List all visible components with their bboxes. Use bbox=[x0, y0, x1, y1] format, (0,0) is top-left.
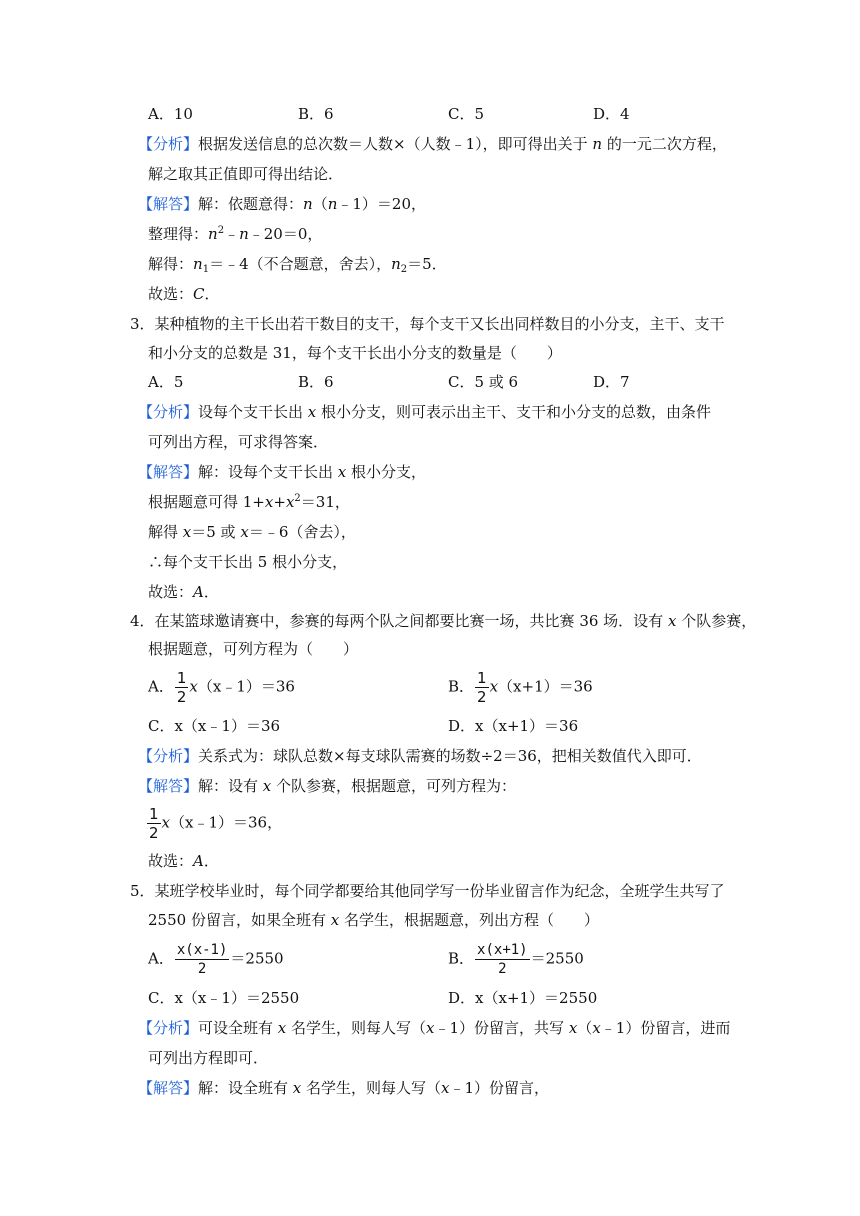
var: x bbox=[277, 1019, 287, 1037]
q2-answer-lead: 解：依题意得： bbox=[198, 195, 304, 213]
denominator: 2 bbox=[477, 688, 487, 706]
text: ﹣1）份留言，共写 bbox=[434, 1019, 569, 1037]
var: x bbox=[285, 493, 295, 511]
subscript: 2 bbox=[400, 264, 408, 275]
numerator: 1 bbox=[477, 669, 487, 687]
fraction bbox=[175, 670, 189, 705]
q3-option-c: C．5 或 6 bbox=[448, 373, 519, 391]
choice-letter: A bbox=[193, 583, 204, 601]
q4-answer bbox=[138, 776, 516, 796]
text: 整理得： bbox=[148, 225, 209, 243]
q4-stem-line2: 根据题意，可列方程为（ ） bbox=[148, 640, 359, 658]
var: x bbox=[426, 1019, 435, 1037]
q2-analysis-line2: 解之取其正值即可得出结论． bbox=[148, 165, 344, 183]
numerator: 1 bbox=[176, 669, 187, 687]
var: x bbox=[189, 677, 198, 696]
text: 4．在某篮球邀请赛中，参赛的每两个队之间都要比赛一场，共比赛 36 场．设有 bbox=[130, 612, 668, 630]
q2-answer-eq: ﹣1）＝20， bbox=[337, 195, 427, 213]
text: （ bbox=[577, 1019, 593, 1037]
var: n bbox=[208, 225, 218, 243]
q2-answer-line3 bbox=[148, 254, 447, 274]
text: 根小分支， bbox=[346, 463, 427, 481]
q4-option-d: D．x（x+1）＝36 bbox=[448, 717, 579, 735]
text: ． bbox=[204, 285, 220, 303]
option-label: A． bbox=[148, 949, 174, 968]
fraction bbox=[475, 670, 489, 705]
q4-option-a bbox=[148, 670, 295, 705]
text: 故选： bbox=[148, 285, 194, 303]
numerator: x(x+1) bbox=[477, 942, 528, 958]
exponent: 2 bbox=[294, 493, 301, 504]
subscript: 1 bbox=[202, 264, 210, 275]
numerator: 1 bbox=[149, 805, 159, 823]
var: x bbox=[330, 911, 340, 929]
text: 解：设每个支干长出 bbox=[198, 463, 338, 481]
var: x bbox=[489, 677, 499, 696]
option-label: A． bbox=[148, 677, 174, 696]
text: ﹣1）份留言， bbox=[449, 1079, 550, 1097]
text: ． bbox=[203, 583, 219, 601]
text: （x﹣1）＝36 bbox=[197, 677, 295, 696]
analysis-tag: 【分析】 bbox=[138, 747, 199, 765]
q2-analysis bbox=[138, 134, 727, 154]
text: 根据题意可得 1+ bbox=[148, 493, 265, 511]
var: x bbox=[264, 493, 274, 511]
text: 关系式为：球队总数×每支球队需赛的场数÷2＝36，把相关数值代入即可． bbox=[198, 747, 702, 765]
q2-answer bbox=[138, 194, 426, 214]
var: n bbox=[239, 225, 249, 243]
q2-answer-line2 bbox=[148, 224, 322, 244]
var: x bbox=[441, 1079, 450, 1097]
q5-stem-line1: 5．某班学校毕业时，每个同学都要给其他同学写一份毕业留言作为纪念，全班学生共写了 bbox=[130, 882, 725, 900]
text: 解：设全班有 bbox=[198, 1079, 293, 1097]
q5-option-d: D．x（x+1）＝2550 bbox=[448, 989, 598, 1007]
text: 解得 bbox=[148, 523, 183, 541]
text: ＝﹣4（不合题意，舍去）， bbox=[209, 255, 392, 273]
var: x bbox=[262, 777, 272, 795]
option-label: B． bbox=[448, 949, 475, 968]
q5-answer bbox=[138, 1078, 549, 1098]
text: ﹣ bbox=[224, 225, 240, 243]
q3-option-d: D．7 bbox=[593, 373, 630, 391]
answer-tag: 【解答】 bbox=[138, 777, 199, 795]
q3-option-a: A．5 bbox=[148, 373, 184, 391]
option-label: B． bbox=[448, 677, 475, 696]
denominator: 2 bbox=[149, 824, 159, 842]
q5-analysis-line2: 可列出方程即可． bbox=[148, 1049, 269, 1067]
text: 故选： bbox=[148, 852, 194, 870]
q3-option-b: B．6 bbox=[298, 373, 334, 391]
text: ＝5． bbox=[407, 255, 447, 273]
analysis-tag: 【分析】 bbox=[138, 135, 199, 153]
fraction bbox=[147, 806, 161, 841]
q2-option-d: D．4 bbox=[593, 105, 630, 123]
q2-option-c: C．5 bbox=[448, 105, 485, 123]
q4-stem-line1 bbox=[130, 611, 756, 631]
choice-letter: C bbox=[193, 285, 205, 303]
q3-stem-line1: 3．某种植物的主干长出若干数目的支干，每个支干又长出同样数目的小分支，主干、支干 bbox=[130, 315, 725, 333]
q2-answer-var: n bbox=[327, 195, 338, 213]
q2-analysis-text-1: 根据发送信息的总次数＝人数×（人数﹣1），即可得出关于 bbox=[198, 135, 593, 153]
text: 解得： bbox=[148, 255, 194, 273]
text: ＝31， bbox=[300, 493, 350, 511]
text: 可设全班有 bbox=[198, 1019, 278, 1037]
q3-answer-line2 bbox=[148, 492, 350, 512]
text: （x﹣1）＝36， bbox=[170, 813, 283, 832]
q2-choice bbox=[148, 284, 220, 304]
q2-option-a: A．10 bbox=[148, 105, 193, 123]
q5-option-c: C．x（x﹣1）＝2550 bbox=[148, 989, 300, 1007]
q3-answer-line4: ∴每个支干长出 5 根小分支， bbox=[148, 553, 348, 571]
var: n bbox=[391, 255, 401, 273]
text: 根小分支，则可表示出主干、支干和小分支的总数，由条件 bbox=[316, 403, 712, 421]
analysis-tag: 【分析】 bbox=[138, 403, 199, 421]
text: ． bbox=[203, 852, 219, 870]
text: 名学生，则每人写（ bbox=[286, 1019, 427, 1037]
text: + bbox=[273, 493, 286, 511]
denominator: 2 bbox=[498, 961, 507, 977]
var: x bbox=[161, 813, 171, 832]
q5-option-b bbox=[448, 942, 584, 977]
var: x bbox=[182, 523, 192, 541]
q3-analysis bbox=[138, 402, 711, 422]
text: ﹣1）份留言，进而 bbox=[600, 1019, 731, 1037]
q2-analysis-var: n bbox=[592, 135, 603, 153]
choice-letter: A bbox=[193, 852, 204, 870]
answer-tag: 【解答】 bbox=[138, 1079, 199, 1097]
q3-stem-line2: 和小分支的总数是 31，每个支干长出小分支的数量是（ ） bbox=[148, 344, 562, 362]
numerator: x(x-1) bbox=[176, 942, 228, 958]
var: x bbox=[307, 403, 317, 421]
text: 故选： bbox=[148, 583, 194, 601]
denominator: 2 bbox=[176, 688, 187, 706]
fraction bbox=[175, 942, 230, 977]
q4-analysis bbox=[138, 746, 702, 766]
q3-choice bbox=[148, 582, 219, 602]
text: ＝﹣6（舍去）， bbox=[248, 523, 356, 541]
q5-stem-line2 bbox=[148, 910, 599, 930]
analysis-tag: 【分析】 bbox=[138, 1019, 199, 1037]
var: n bbox=[193, 255, 203, 273]
var: x bbox=[240, 523, 249, 541]
text: 解：设有 bbox=[198, 777, 263, 795]
q4-option-c: C．x（x﹣1）＝36 bbox=[148, 717, 281, 735]
answer-tag: 【解答】 bbox=[138, 463, 199, 481]
q5-option-a bbox=[148, 942, 284, 977]
text: 设每个支干长出 bbox=[198, 403, 308, 421]
text: ﹣20＝0， bbox=[248, 225, 323, 243]
denominator: 2 bbox=[197, 961, 207, 977]
text: 个队参赛，根据题意，可列方程为： bbox=[271, 777, 517, 795]
q3-answer-line3 bbox=[148, 522, 356, 542]
q2-answer-var: n bbox=[303, 195, 313, 213]
q4-option-b bbox=[448, 670, 593, 705]
var: x bbox=[667, 612, 677, 630]
q3-answer bbox=[138, 462, 426, 482]
q2-analysis-text-2: 的一元二次方程， bbox=[602, 135, 727, 153]
answer-tag: 【解答】 bbox=[138, 195, 199, 213]
text: 2550 份留言，如果全班有 bbox=[148, 911, 331, 929]
text: 名学生，根据题意，列出方程（ ） bbox=[339, 911, 599, 929]
text: （x+1）＝36 bbox=[498, 677, 593, 696]
text: 个队参赛， bbox=[676, 612, 757, 630]
var: x bbox=[292, 1079, 302, 1097]
text: ＝2550 bbox=[530, 949, 584, 968]
q5-analysis bbox=[138, 1018, 730, 1038]
text: ＝5 或 bbox=[191, 523, 241, 541]
q2-answer-paren: （ bbox=[312, 195, 328, 213]
fraction bbox=[475, 942, 530, 977]
q3-analysis-line2: 可列出方程，可求得答案． bbox=[148, 433, 329, 451]
var: x bbox=[337, 463, 347, 481]
var: x bbox=[592, 1019, 601, 1037]
exponent: 2 bbox=[217, 225, 225, 236]
q4-choice bbox=[148, 851, 219, 871]
q4-answer-equation bbox=[146, 806, 282, 841]
var: x bbox=[568, 1019, 578, 1037]
text: ＝2550 bbox=[230, 949, 284, 968]
q2-option-b: B．6 bbox=[298, 105, 334, 123]
text: 名学生，则每人写（ bbox=[301, 1079, 442, 1097]
